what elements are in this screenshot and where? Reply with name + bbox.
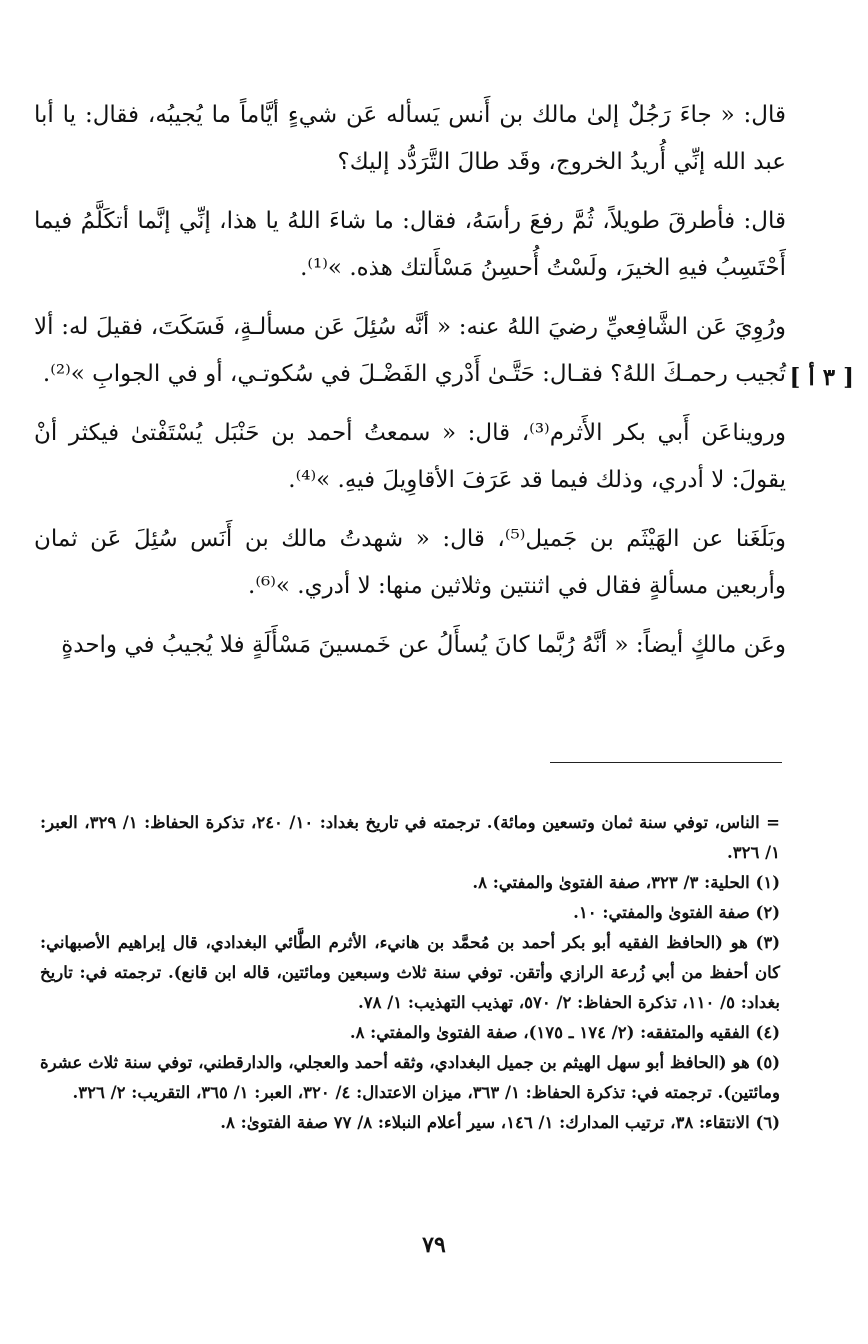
paragraph-6: وعَن مالكٍ أيضاً: « أنَّهُ رُبَّما كانَ يُسأَلُ عن خَمسينَ مَسْأَلَةٍ فلا يُجيبُ في واحدةٍ [61,632,786,658]
footnote-2: (٢) صفة الفتوىٰ والمفتي: ١٠. [573,903,780,922]
page-number: ٧٩ [422,1232,446,1258]
main-text [34,92,786,681]
paragraph-3: ورُوِيَ عَن الشَّافِعيِّ رضيَ اللهُ عنه: « أنَّه سُئِلَ عَن مسألـةٍ، فَسَكَتَ، فقيلَ له: ألا تُجيب رحمـكَ اللهُ؟ فقـال: حَتَّـىٰ أَدْري الفَضْـلَ في سُكوتـي، أو في الجوابِ »⁽²⁾. [34,314,786,387]
footnote-separator [550,762,782,763]
footnotes [40,808,780,1138]
footnote-5: (٥) هو (الحافظ أبو سهل الهيثم بن جميل البغدادي، وثقه أحمد والعجلي، والدارقطني، توفي سنة ثلاث عشرة ومائتين). ترجمته في: تذكرة الحفاظ: ١/ ٣٦٣، ميزان الاعتدال: ٤/ ٣٢٠، العبر: ١/ ٣٦٥، التقريب: ٢/ ٣٢٦. [40,1053,780,1102]
footnote-4: (٤) الفقيه والمتفقه: (٢/ ١٧٤ ـ ١٧٥)، صفة الفتوىٰ والمفتي: ٨. [349,1023,780,1042]
manuscript-folio-marker: [ ٣ أ ] [789,364,854,391]
footnote-continuation: = الناس، توفي سنة ثمان وتسعين ومائة). ترجمته في تاريخ بغداد: ١٠/ ٢٤٠، تذكرة الحفاظ: ١/ ٣٢٩، العبر: ١/ ٣٢٦. [40,813,780,862]
footnote-3: (٣) هو (الحافظ الفقيه أبو بكر أحمد بن مُحمَّد بن هانيء، الأثرم الطَّائي البغدادي، قال إبراهيم الأصبهاني: كان أحفظ من أبي زُرعة الرازي وأتقن. توفي سنة ثلاث وسبعين ومائتين، قاله ابن قانع). ترجمته في: تاريخ بغداد: ٥/ ١١٠، تذكرة الحفاظ: ٢/ ٥٧٠، تهذيب التهذيب: ١/ ٧٨. [40,933,780,1012]
paragraph-1: قال: « جاءَ رَجُلٌ إلىٰ مالك بن أَنس يَسأله عَن شيءٍ أيَّاماً ما يُجيبُه، فقال: يا أبا عبد الله إنِّي أُريدُ الخروج، وقَد طالَ التَّرَدُّد إليك؟ [34,102,786,175]
paragraph-5: وبَلَغَنا عن الهَيْثَم بن جَميل⁽⁵⁾، قال: « شهدتُ مالك بن أَنَس سُئِلَ عَن ثمان وأربعين مسألةٍ فقال في اثنتين وثلاثين منها: لا أدري. »⁽⁶⁾. [34,526,786,599]
paragraph-4: ورويناعَن أَبي بكر الأَثرم⁽³⁾، قال: « سمعتُ أحمد بن حَنْبَل يُسْتَفْتىٰ فيكثر أنْ يقولَ: لا أدري، وذلك فيما قد عَرَفَ الأقاوِيلَ فيهِ. »⁽⁴⁾. [34,420,786,493]
footnote-1: (١) الحلية: ٣/ ٣٢٣، صفة الفتوىٰ والمفتي: ٨. [472,873,780,892]
paragraph-2: قال: فأطرقَ طويلاً، ثُمَّ رفعَ رأسَهُ، فقال: ما شاءَ اللهُ يا هذا، إنِّي إنَّما أتكَلَّمُ فيما أَحْتَسِبُ فيهِ الخيرَ، ولَسْتُ أُحسِنُ مَسْأَلتك هذه. »⁽¹⁾. [34,208,786,281]
footnote-6: (٦) الانتقاء: ٣٨، ترتيب المدارك: ١/ ١٤٦، سير أعلام النبلاء: ٨/ ٧٧ صفة الفتوىٰ: ٨. [220,1113,780,1132]
